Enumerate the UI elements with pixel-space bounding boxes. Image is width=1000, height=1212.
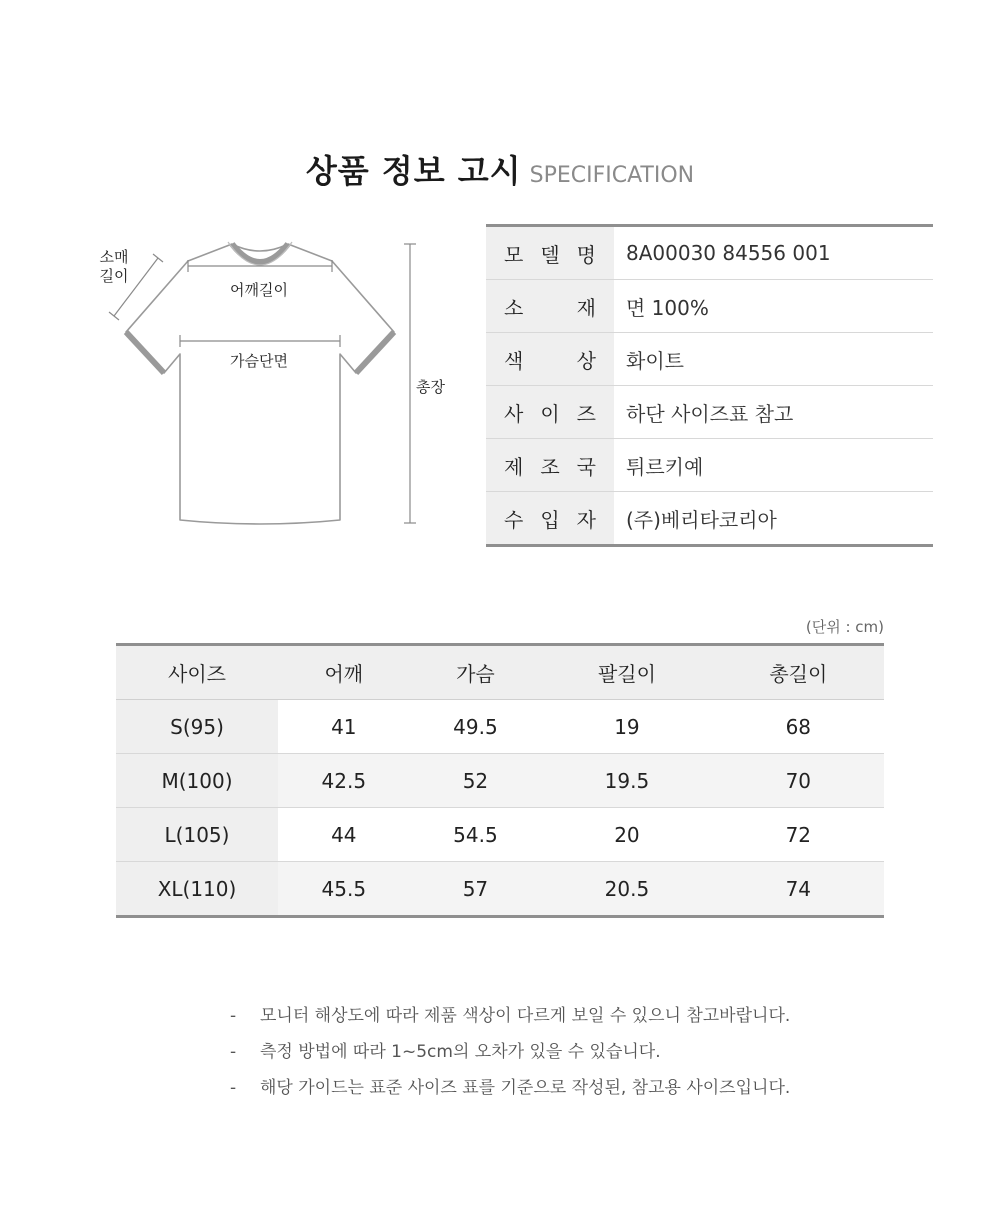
spec-key-text: 수 입 자 <box>504 507 596 532</box>
size-header-cell: 사이즈 <box>116 645 278 700</box>
notes-list <box>230 1002 950 1110</box>
spec-key <box>486 492 614 546</box>
sleeve-length-label <box>97 248 131 286</box>
spec-row <box>486 492 933 546</box>
spec-key-text: 사 이 즈 <box>504 401 596 426</box>
unit-note: (단위 : cm) <box>805 618 884 636</box>
size-label-cell: XL(110) <box>116 862 278 917</box>
spec-row <box>486 386 933 439</box>
tshirt-outline-icon <box>90 228 470 548</box>
spec-value: (주)베리타코리아 <box>626 507 777 532</box>
size-header-cell: 어깨 <box>278 645 410 700</box>
size-value-cell: 20 <box>541 808 712 862</box>
size-value-cell: 57 <box>410 862 542 917</box>
total-length-label: 총장 <box>416 378 445 396</box>
spec-key-text: 색 상 <box>504 348 596 373</box>
size-value-cell: 45.5 <box>278 862 410 917</box>
size-value-cell: 19 <box>541 700 712 754</box>
size-header-cell: 팔길이 <box>541 645 712 700</box>
size-value-cell: 41 <box>278 700 410 754</box>
spec-value: 하단 사이즈표 참고 <box>614 386 933 439</box>
size-label-cell: L(105) <box>116 808 278 862</box>
chest-width-label: 가슴단면 <box>230 352 288 370</box>
note-item <box>230 1002 950 1038</box>
size-header-cell: 가슴 <box>410 645 542 700</box>
spec-row <box>486 226 933 280</box>
shoulder-length-label: 어깨길이 <box>230 281 288 299</box>
spec-value: 면 100% <box>614 280 933 333</box>
size-value-cell: 54.5 <box>410 808 542 862</box>
spec-key-text: 소 재 <box>504 295 596 320</box>
note-text: 해당 가이드는 표준 사이즈 표를 기준으로 작성된, 참고용 사이즈입니다. <box>260 1078 791 1098</box>
size-value-cell: 19.5 <box>541 754 712 808</box>
page-title <box>0 146 1000 192</box>
spec-key-text: 모 델 명 <box>504 242 596 267</box>
note-dash: - <box>230 1042 237 1062</box>
size-label-cell: S(95) <box>116 700 278 754</box>
note-item <box>230 1038 950 1074</box>
spec-row <box>486 280 933 333</box>
size-row <box>116 808 884 862</box>
note-text: 모니터 해상도에 따라 제품 색상이 다르게 보일 수 있으니 참고바랍니다. <box>260 1006 791 1026</box>
spec-row <box>486 333 933 386</box>
sleeve-length-label-line2: 길이 <box>99 267 129 285</box>
page-title-english: SPECIFICATION <box>529 163 695 188</box>
spec-key-text: 제 조 국 <box>504 454 596 479</box>
spec-key <box>486 280 614 333</box>
spec-key <box>486 226 614 280</box>
size-value-cell: 42.5 <box>278 754 410 808</box>
size-label-cell: M(100) <box>116 754 278 808</box>
spec-value: 튀르키예 <box>614 439 933 492</box>
note-dash: - <box>230 1078 237 1098</box>
size-header-cell: 총길이 <box>713 645 884 700</box>
size-value-cell: 70 <box>713 754 884 808</box>
spec-value: 화이트 <box>614 333 933 386</box>
page-title-korean: 상품 정보 고시 <box>305 152 522 190</box>
sleeve-length-label-line1: 소매 <box>99 248 129 266</box>
size-value-cell: 44 <box>278 808 410 862</box>
size-value-cell: 20.5 <box>541 862 712 917</box>
note-text: 측정 방법에 따라 1~5cm의 오차가 있을 수 있습니다. <box>260 1042 661 1062</box>
size-chart-table <box>116 643 884 918</box>
size-value-cell: 52 <box>410 754 542 808</box>
note-item <box>230 1074 950 1110</box>
size-row <box>116 754 884 808</box>
spec-key <box>486 333 614 386</box>
spec-key <box>486 386 614 439</box>
note-dash: - <box>230 1006 237 1026</box>
size-row <box>116 862 884 917</box>
size-value-cell: 72 <box>713 808 884 862</box>
tshirt-measurement-diagram <box>90 228 470 548</box>
product-spec-table <box>486 224 933 547</box>
spec-row <box>486 439 933 492</box>
spec-key <box>486 439 614 492</box>
size-value-cell: 49.5 <box>410 700 542 754</box>
size-value-cell: 74 <box>713 862 884 917</box>
size-value-cell: 68 <box>713 700 884 754</box>
size-row <box>116 700 884 754</box>
spec-value: 8A00030 84556 001 <box>614 226 933 280</box>
